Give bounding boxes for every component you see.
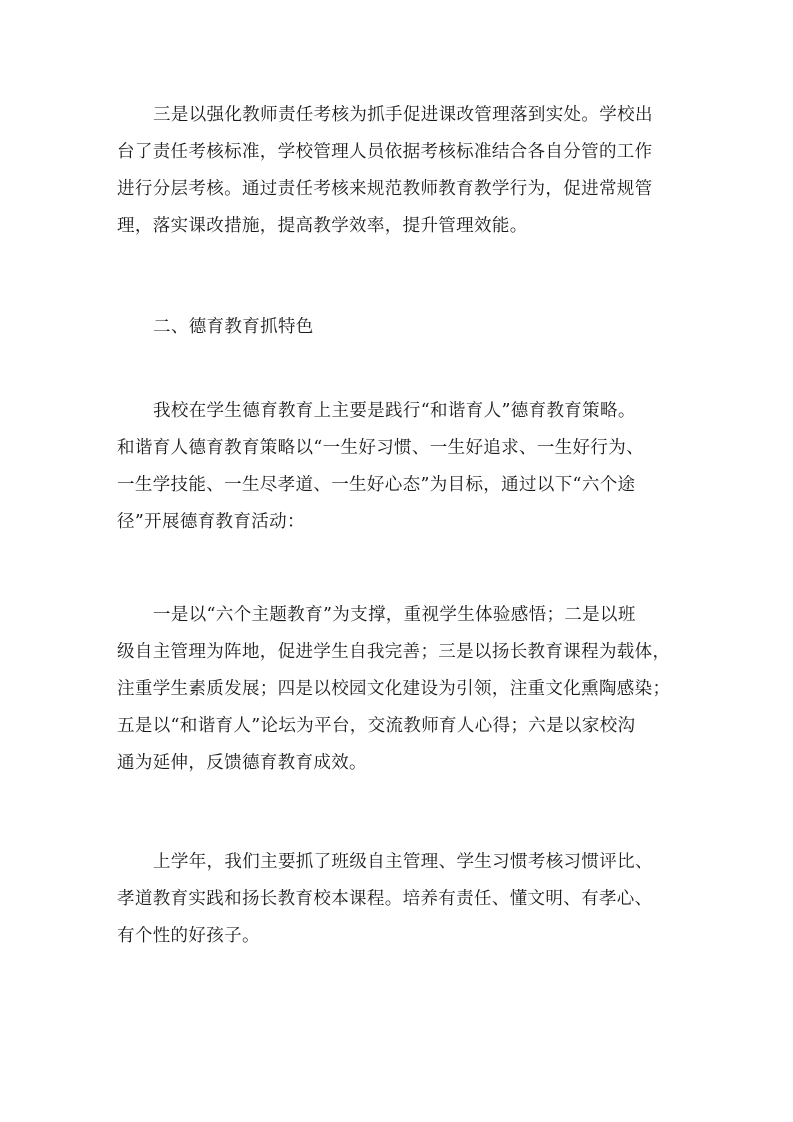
paragraph-line: 一是以“六个主题教育”为支撑，重视学生体验感悟；二是以班 (153, 605, 636, 625)
paragraph-line: 台了责任考核标准，学校管理人员依据考核标准结合各自分管的工作 (117, 142, 653, 162)
paragraph-line: 进行分层考核。通过责任考核来规范教师教育教学行为，促进常规管 (117, 179, 653, 199)
paragraph-line: 一生学技能、一生尽孝道、一生好心态”为目标，通过以下“六个途 (117, 475, 636, 495)
paragraph-line: 通为延伸，反馈德育教育成效。 (117, 753, 367, 773)
paragraph-line: 理，落实课改措施，提高教学效率，提升管理效能。 (117, 216, 528, 236)
section-heading-moral-education (117, 309, 692, 346)
paragraph-line: 有个性的好孩子。 (117, 926, 260, 946)
section-heading-text: 二、德育教育抓特色 (153, 317, 314, 337)
paragraph-line: 我校在学生德育教育上主要是践行“和谐育人”德育教育策略。 (153, 401, 636, 421)
paragraph-harmony-strategy (117, 393, 692, 541)
paragraph-line: 和谐育人德育教育策略以“一生好习惯、一生好追求、一生好行为、 (117, 438, 644, 458)
paragraph-line: 级自主管理为阵地，促进学生自我完善；三是以扬长教育课程为载体， (117, 642, 671, 662)
paragraph-line: 上学年，我们主要抓了班级自主管理、学生习惯考核习惯评比、 (153, 852, 653, 872)
paragraph-line: 三是以强化教师责任考核为抓手促进课改管理落到实处。学校出 (153, 105, 653, 125)
paragraph-course-reform-assessment (117, 97, 692, 245)
paragraph-last-school-year (117, 844, 692, 955)
paragraph-line: 孝道教育实践和扬长教育校本课程。培养有责任、懂文明、有孝心、 (117, 889, 653, 909)
paragraph-line: 径”开展德育教育活动： (117, 512, 305, 532)
paragraph-six-approaches (117, 597, 692, 782)
paragraph-line: 注重学生素质发展；四是以校园文化建设为引领，注重文化熏陶感染； (117, 679, 671, 699)
paragraph-line: 五是以“和谐育人”论坛为平台，交流教师育人心得；六是以家校沟 (117, 716, 636, 736)
